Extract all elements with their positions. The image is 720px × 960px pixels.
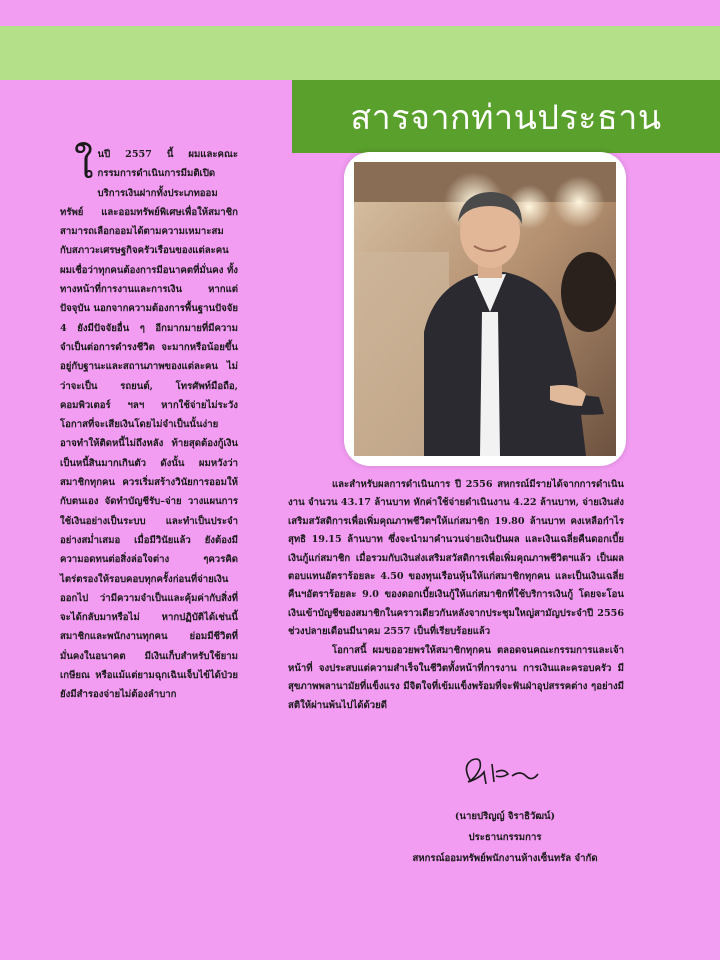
body-paragraph-1: และสำหรับผลการดำเนินการ ปี 2556 สหกรณ์มีรายได้จากการดำเนินงาน จำนวน 43.17 ล้านบาท หักค่าใช้จ่ายดำเนินงาน 4.22 ล้านบาท, จ่ายเงินส่งเสริมสวัสดิการเพื่อเพิ่มคุณภาพชีวิตฯให้แก่สมาชิก 19.80 ล้านบาท คงเหลือกำไรสุทธิ 19.15 ล้านบาท ซึ่งจะนำมาคำนวนจ่ายเงินปันผล และเงินเฉลี่ยคืนดอกเบี้ยเงินกู้แก่สมาชิก เมื่อรวมกับเงินส่งเสริมสวัสดิการเพื่อเพิ่มคุณภาพชีวิตฯแล้ว เป็นผลตอบแทนอัตราร้อยละ 4.50 ของทุนเรือนหุ้นให้แก่สมาชิกทุกคน และเป็นเงินเฉลี่ยคืนฯอัตราร้อยละ 9.0 ของดอกเบี้ยเงินกู้ให้แก่สมาชิกที่ใช้บริการเงินกู้ โดยจะโอนเงินเข้าบัญชีของสมาชิกในคราวเดียวกันหลังจากประชุมใหญ่สามัญประจำปี 2556 ช่วงปลายเดือนมีนาคม 2557 เป็นที่เรียบร้อยแล้ว — [288, 479, 624, 638]
chairman-photo — [354, 162, 616, 456]
left-column-body: นปี 2557 นี้ ผมและคณะกรรมการดำเนินการมีมติเปิดบริการเงินฝากทั้งประเภทออมทรัพย์ และออมทรัพย์พิเศษเพื่อให้สมาชิกสามารถเลือกออมได้ตามความเหมาะสม กับสภาวะเศรษฐกิจครัวเรือนของแต่ละคน ผมเชื่อว่าทุกคนต้องการมีอนาคตที่มั่นคง ทั้งทางหน้าที่การงานและการเงิน หากแต่ปัจจุบัน นอกจากความต้องการพื้นฐานปัจจัย 4 ยังมีปัจจัยอื่น ๆ อีกมากมายที่มีความจำเป็นต่อการดำรงชีวิต จะมากหรือน้อยขึ้นอยู่กับฐานะและสถานภาพของแต่ละคน ไม่ว่าจะเป็น รถยนต์, โทรศัพท์มือถือ, คอมพิวเตอร์ ฯลฯ หากใช้จ่ายไม่ระวัง โอกาสที่จะเสียเงินโดยไม่จำเป็นนั้นง่าย อาจทำให้ติดหนี้ไม่ถึงหลัง ท้ายสุดต้องกู้เงินเป็นหนี้สินมากเกินตัว ดังนั้น ผมหวังว่าสมาชิกทุกคน ควรเริ่มสร้างวินัยการออมให้กับตนเอง จัดทำบัญชีรับ–จ่าย วางแผนการใช้เงินอย่างเป็นระบบ และทำเป็นประจำอย่างสม่ำเสมอ เมื่อมีวินัยแล้ว ยังต้องมีความอดทนต่อสิ่งล่อใจต่าง ๆควรคิดไตร่ตรองให้รอบคอบทุกครั้งก่อนที่จ่ายเงินออกไป ว่ามีความจำเป็นและคุ้มค่ากับสิ่งที่จะได้กลับมาหรือไม่ หากปฏิบัติได้เช่นนี้สมาชิกและพนักงานทุกคน ย่อมมีชีวิตที่มั่นคงในอนาคต มีเงินเก็บสำหรับใช้ยามเกษียณ หรือแม้แต่ยามฉุกเฉินเจ็บไข้ได้ป่วยยังมีสำรองจ่ายไม่ต้องลำบาก — [60, 149, 238, 701]
chairman-position: ประธานกรรมการ — [468, 832, 542, 843]
right-body-text — [288, 476, 624, 715]
signature-block — [360, 806, 650, 869]
chairman-name: (นายปริญญ์ จิราธิวัฒน์) — [454, 811, 556, 822]
title-banner — [292, 80, 720, 153]
top-green-band — [0, 26, 720, 80]
signature — [456, 752, 542, 796]
organization-name: สหกรณ์ออมทรัพย์พนักงานห้างเซ็นทรัล จำกัด — [412, 853, 598, 864]
left-column-text — [60, 142, 238, 705]
body-paragraph-2: โอกาสนี้ ผมขออวยพรให้สมาชิกทุกคน ตลอดจนคณะกรรมการและเจ้าหน้าที่ จงประสบแต่ความสำเร็จในชีวิตทั้งหน้าที่การงาน การเงินและครอบครัว มีสุขภาพพลานามัยที่แข็งแรง มีจิตใจที่เข้มแข็งพร้อมที่จะฟันฝ่าอุปสรรคต่าง ๆอย่างมีสติให้ผ่านพ้นไปได้ด้วยดี — [288, 644, 624, 711]
drop-cap: ใ — [74, 142, 94, 188]
page-title: สารจากท่านประธาน — [350, 97, 662, 138]
chairman-photo-frame — [344, 152, 626, 466]
